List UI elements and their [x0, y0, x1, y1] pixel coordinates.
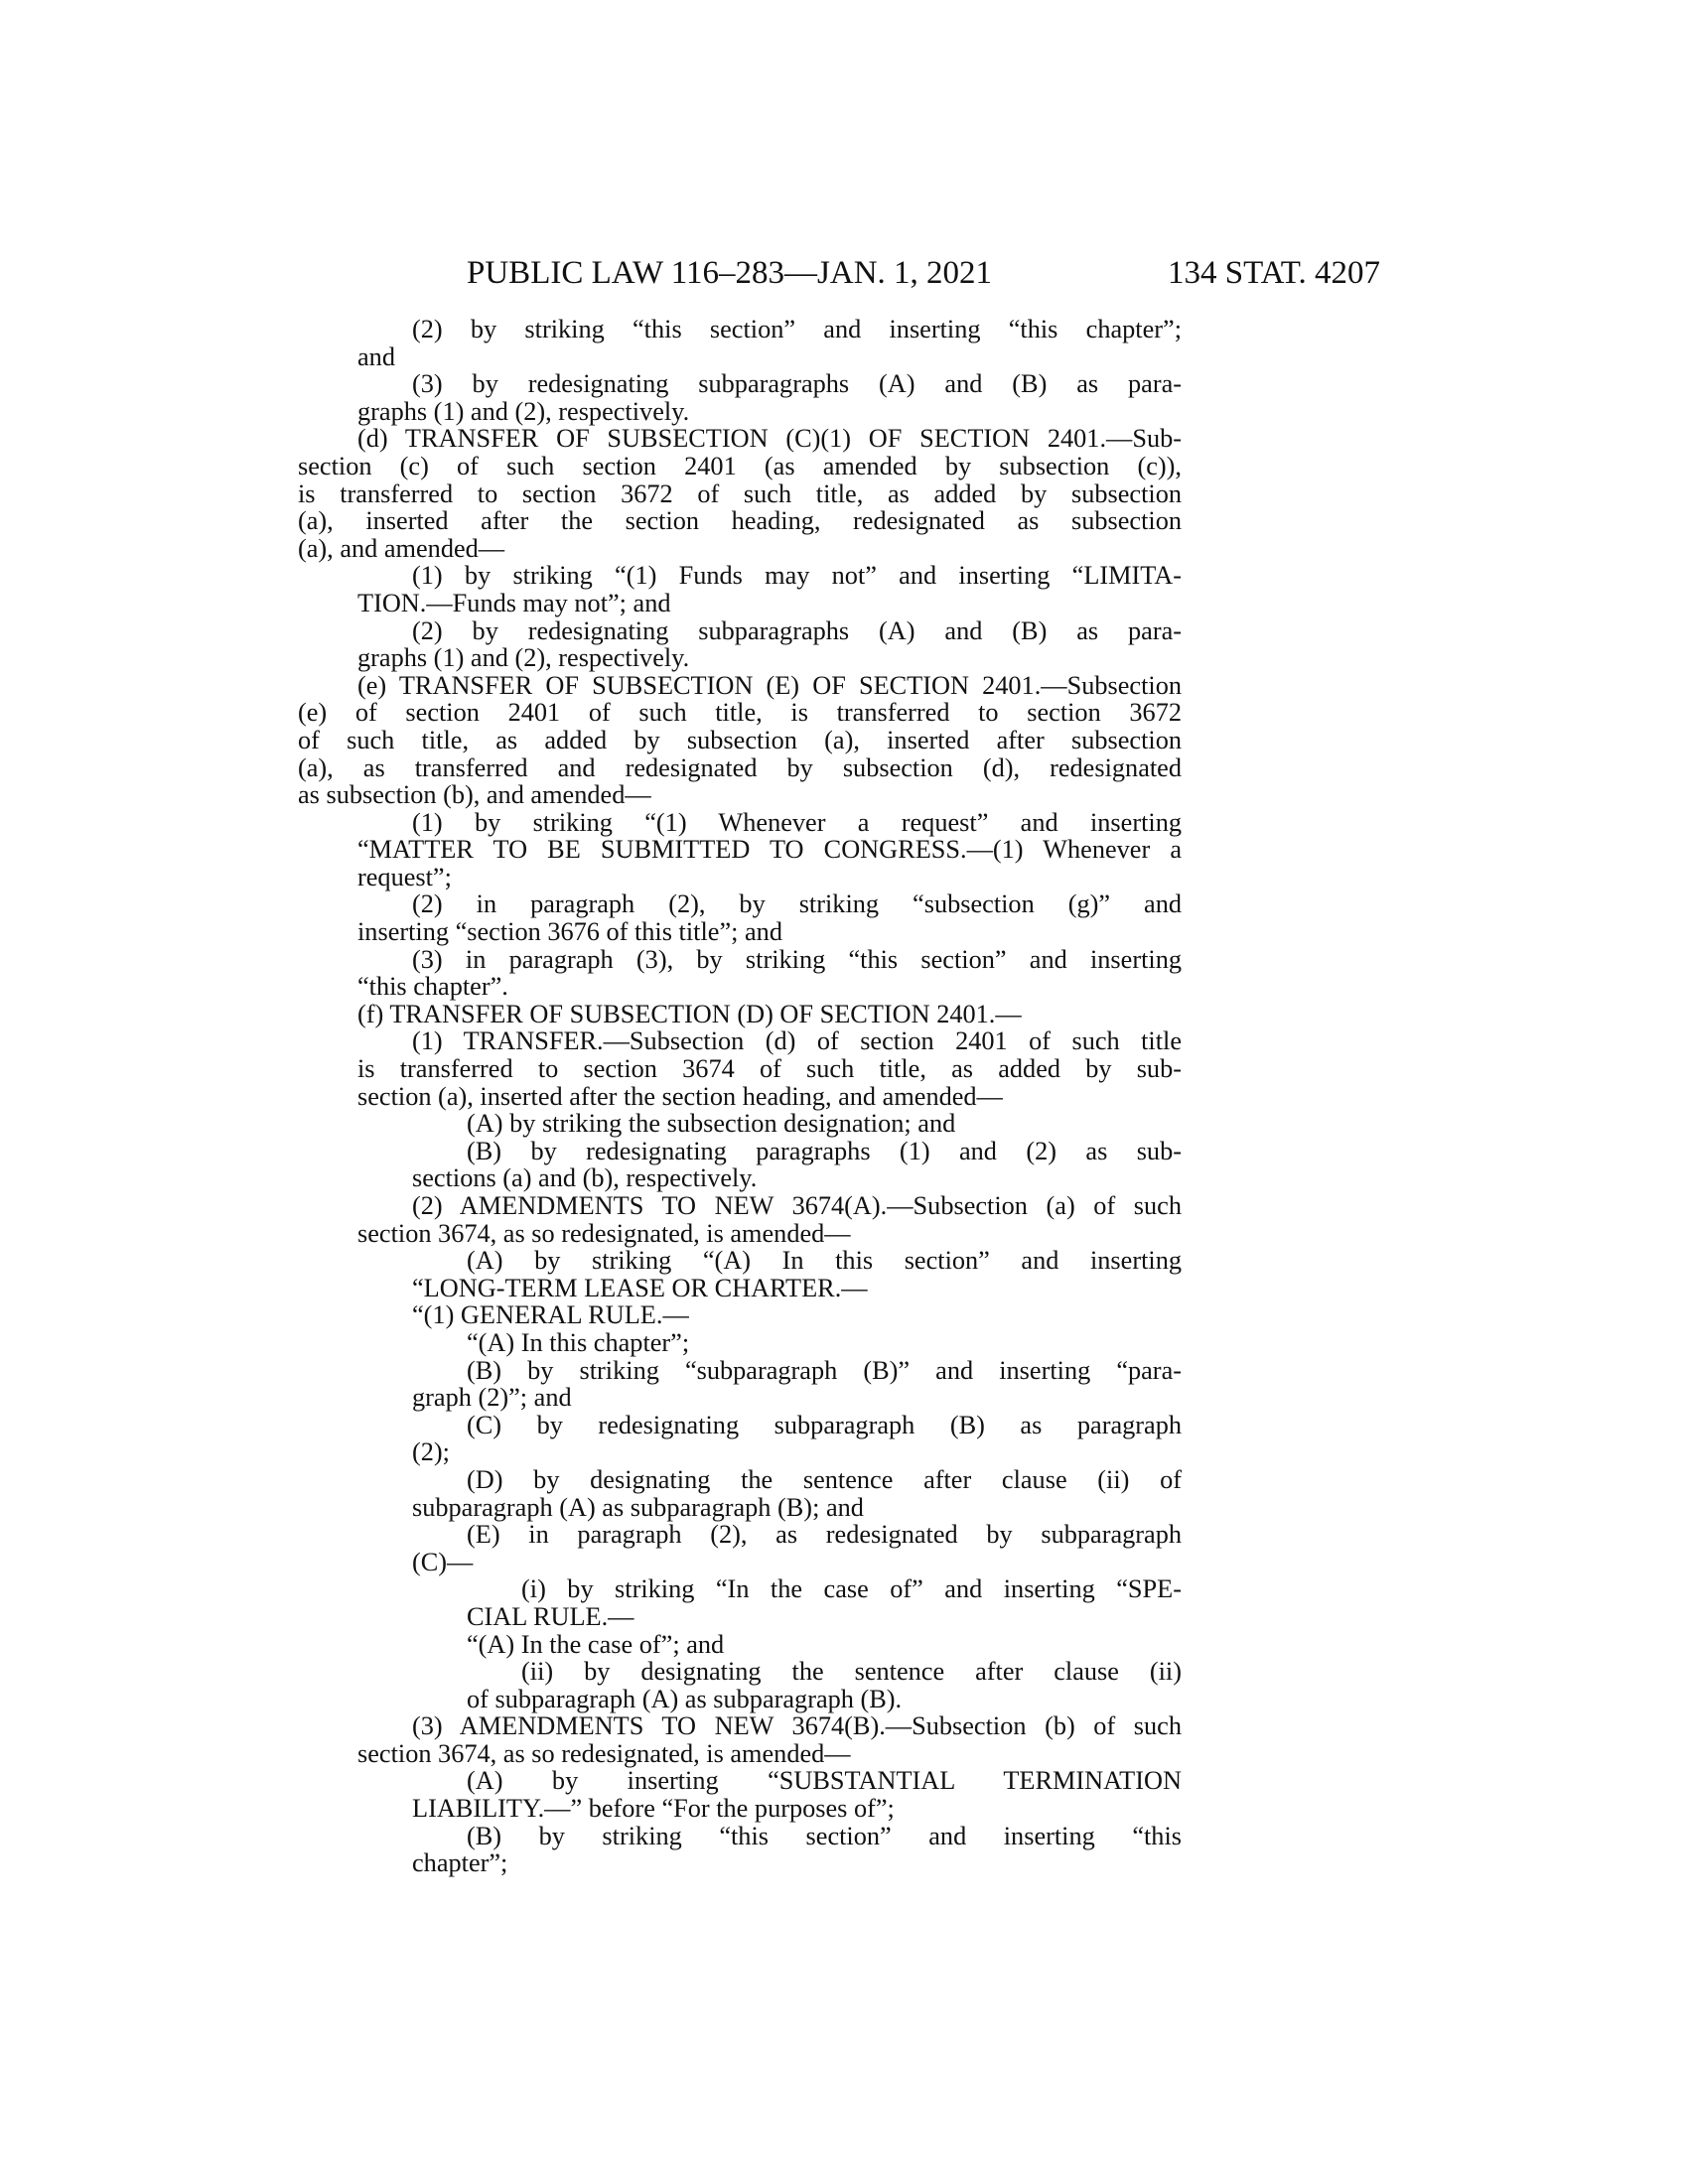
- text-line: (A) by striking “(A) In this section” and inserting: [467, 1246, 1182, 1276]
- statute-page-number: 134 STAT. 4207: [1167, 255, 1380, 291]
- text-line: (f) TRANSFER OF SUBSECTION (D) OF SECTION 2401.—: [357, 999, 1022, 1028]
- text-line: graphs (1) and (2), respectively.: [357, 396, 690, 426]
- text-line: (2);: [412, 1437, 450, 1467]
- text-line: is transferred to section 3674 of such title, as added by sub-: [357, 1054, 1182, 1084]
- text-line: (3) by redesignating subparagraphs (A) and (B) as para-: [412, 369, 1182, 399]
- running-title: PUBLIC LAW 116–283—JAN. 1, 2021: [467, 255, 993, 291]
- statute-text: [298, 316, 1182, 1877]
- text-line: (C) by redesignating subparagraph (B) as paragraph: [467, 1410, 1182, 1439]
- text-line: “MATTER TO BE SUBMITTED TO CONGRESS.—(1) Whenever a: [357, 835, 1182, 865]
- text-line: (B) by striking “subparagraph (B)” and inserting “para-: [467, 1355, 1182, 1385]
- text-line: TION.—Funds may not”; and: [357, 588, 671, 617]
- text-line: (D) by designating the sentence after clause (ii) of: [467, 1464, 1182, 1494]
- text-line: section 3674, as so redesignated, is amended—: [357, 1218, 851, 1248]
- text-line: (i) by striking “In the case of” and inserting “SPE-: [521, 1574, 1182, 1604]
- text-line: “(1) GENERAL RULE.—: [412, 1300, 689, 1330]
- text-line: inserting “section 3676 of this title”; and: [357, 917, 782, 947]
- text-line: (d) TRANSFER OF SUBSECTION (C)(1) OF SECTION 2401.—Sub-: [357, 424, 1182, 454]
- text-line: of subparagraph (A) as subparagraph (B).: [467, 1684, 903, 1713]
- text-line: (E) in paragraph (2), as redesignated by subparagraph: [467, 1520, 1182, 1550]
- text-line: (2) AMENDMENTS TO NEW 3674(A).—Subsection (a) of such: [412, 1191, 1182, 1220]
- text-line: (e) TRANSFER OF SUBSECTION (E) OF SECTION 2401.—Subsection: [357, 670, 1182, 700]
- text-line: (B) by striking “this section” and inserting “this: [467, 1821, 1182, 1850]
- text-line: (3) AMENDMENTS TO NEW 3674(B).—Subsection (b) of such: [412, 1711, 1182, 1741]
- text-line: “(A) In this chapter”;: [467, 1327, 690, 1357]
- text-line: is transferred to section 3672 of such title, as added by subsection: [298, 478, 1182, 508]
- text-line: sections (a) and (b), respectively.: [412, 1163, 758, 1193]
- text-line: (e) of section 2401 of such title, is transferred to section 3672: [298, 698, 1182, 728]
- text-line: chapter”;: [412, 1848, 508, 1878]
- text-line: as subsection (b), and amended—: [298, 780, 651, 810]
- text-line: LIABILITY.—” before “For the purposes of”;: [412, 1794, 895, 1824]
- text-line: (1) by striking “(1) Funds may not” and inserting “LIMITA-: [412, 561, 1182, 591]
- page-header: [298, 248, 1380, 298]
- text-line: (a), as transferred and redesignated by subsection (d), redesignated: [298, 752, 1182, 782]
- text-line: (1) TRANSFER.—Subsection (d) of section 2401 of such title: [412, 1026, 1182, 1056]
- text-line: (a), inserted after the section heading, redesignated as subsection: [298, 506, 1182, 536]
- text-line: of such title, as added by subsection (a), inserted after subsection: [298, 725, 1182, 754]
- text-line: subparagraph (A) as subparagraph (B); and: [412, 1492, 864, 1522]
- text-line: graphs (1) and (2), respectively.: [357, 643, 690, 673]
- text-line: “(A) In the case of”; and: [467, 1629, 725, 1659]
- text-line: “this chapter”.: [357, 972, 508, 1002]
- text-line: section (c) of such section 2401 (as amended by subsection (c)),: [298, 451, 1182, 480]
- text-line: and: [357, 341, 395, 371]
- text-line: section (a), inserted after the section heading, and amended—: [357, 1081, 1003, 1111]
- text-line: (A) by inserting “SUBSTANTIAL TERMINATION: [467, 1766, 1182, 1796]
- text-line: request”;: [357, 862, 452, 891]
- text-line: (a), and amended—: [298, 533, 505, 563]
- text-line: section 3674, as so redesignated, is amended—: [357, 1738, 851, 1768]
- text-line: (2) in paragraph (2), by striking “subsection (g)” and: [412, 889, 1182, 919]
- text-line: CIAL RULE.—: [467, 1601, 634, 1631]
- text-line: (3) in paragraph (3), by striking “this section” and inserting: [412, 944, 1182, 974]
- text-line: (ii) by designating the sentence after clause (ii): [521, 1657, 1182, 1687]
- text-line: graph (2)”; and: [412, 1383, 572, 1413]
- text-line: “LONG-TERM LEASE OR CHARTER.—: [412, 1273, 868, 1302]
- text-line: (2) by striking “this section” and inserting “this chapter”;: [412, 315, 1182, 343]
- text-line: (2) by redesignating subparagraphs (A) and (B) as para-: [412, 615, 1182, 645]
- text-line: (1) by striking “(1) Whenever a request” and inserting: [412, 807, 1182, 837]
- text-line: (A) by striking the subsection designation; and: [467, 1109, 956, 1139]
- text-line: (B) by redesignating paragraphs (1) and (2) as sub-: [467, 1136, 1182, 1165]
- text-line: (C)—: [412, 1547, 474, 1576]
